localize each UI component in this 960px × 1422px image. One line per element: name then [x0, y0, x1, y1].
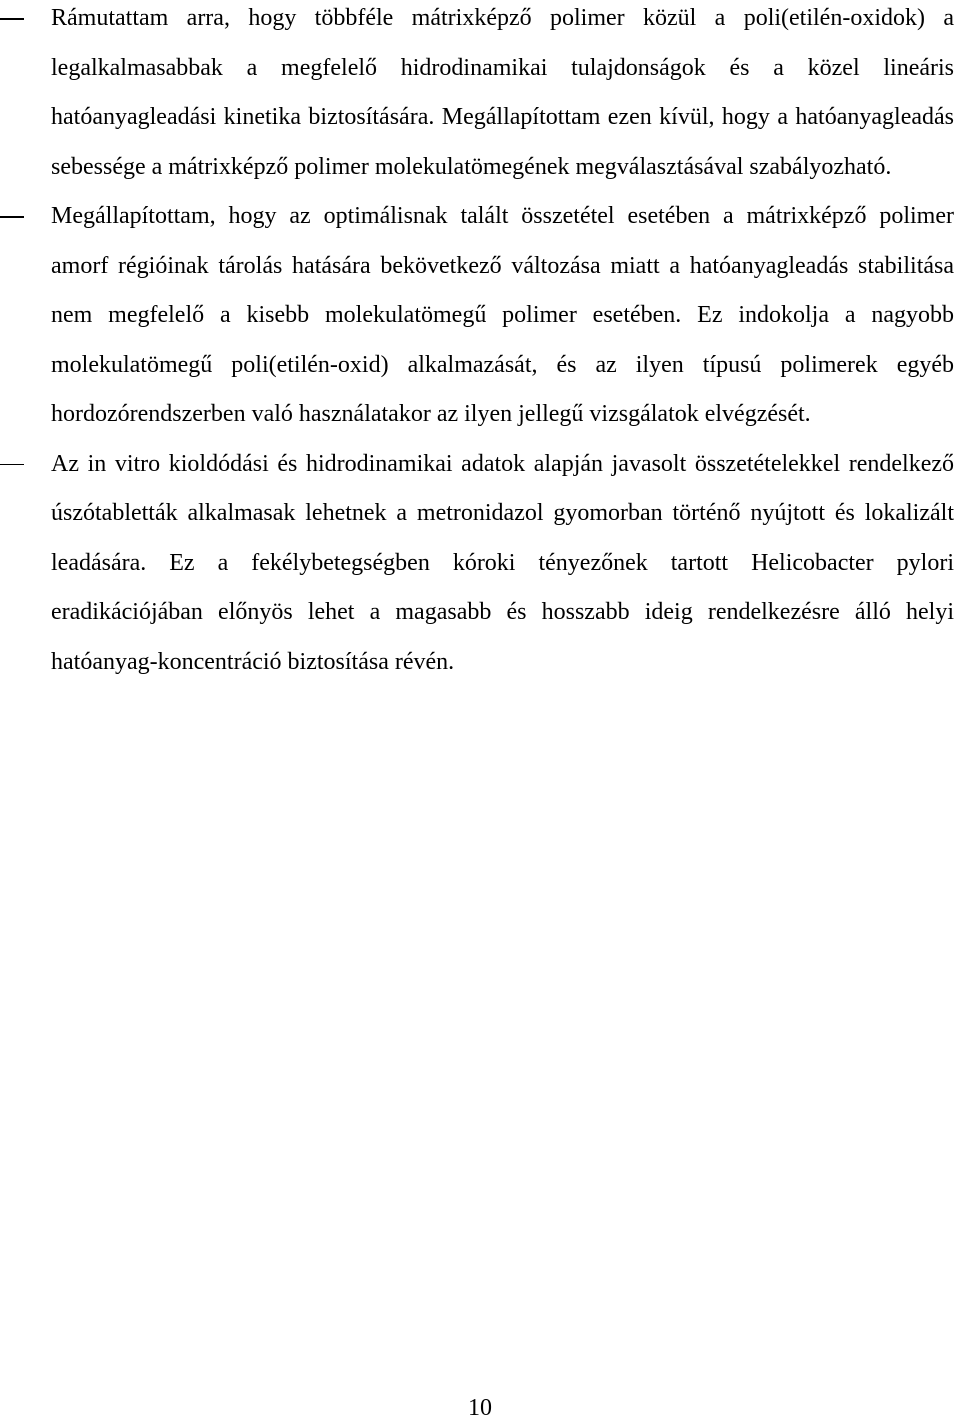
- list-item: [0, 0, 954, 192]
- conclusion-list: [0, 0, 960, 687]
- page-number: 10: [468, 1395, 492, 1421]
- dash-bullet: [0, 464, 24, 466]
- paragraph-text: Rámutattam arra, hogy többféle mátrixképző polimer közül a poli(etilén-oxidok) a legalkalmasabbak a megfelelő hidrodinamikai tulajdonságok és a közel lineáris hatóanyagleadási kinetika biztosítására. Megállapítottam ezen kívül, hogy a hatóanyagleadás sebessége a mátrixképző polimer molekulatömegének megválasztásával szabályozható.: [51, 5, 954, 180]
- dash-bullet: [0, 18, 24, 20]
- dash-bullet: [0, 216, 24, 218]
- list-item: [0, 192, 954, 440]
- paragraph-text: Megállapítottam, hogy az optimálisnak talált összetétel esetében a mátrixképző polimer amorf régióinak tárolás hatására bekövetkező változása miatt a hatóanyagleadás stabilitása nem megfelelő a kisebb molekulatömegű polimer esetében. Ez indokolja a nagyobb molekulatömegű poli(etilén-oxid) alkalmazását, és az ilyen típusú polimerek egyéb hordozórendszerben való használatakor az ilyen jellegű vizsgálatok elvégzését.: [51, 203, 954, 427]
- paragraph-text: Az in vitro kioldódási és hidrodinamikai adatok alapján javasolt összetételekkel rendelkező úszótabletták alkalmasak lehetnek a metronidazol gyomorban történő nyújtott és lokalizált leadására. Ez a fekélybetegségben kóroki tényezőnek tartott Helicobacter pylori eradikációjában előnyös lehet a magasabb és hosszabb ideig rendelkezésre álló helyi hatóanyag-koncentráció biztosítása révén.: [51, 450, 954, 675]
- list-item: [0, 440, 954, 688]
